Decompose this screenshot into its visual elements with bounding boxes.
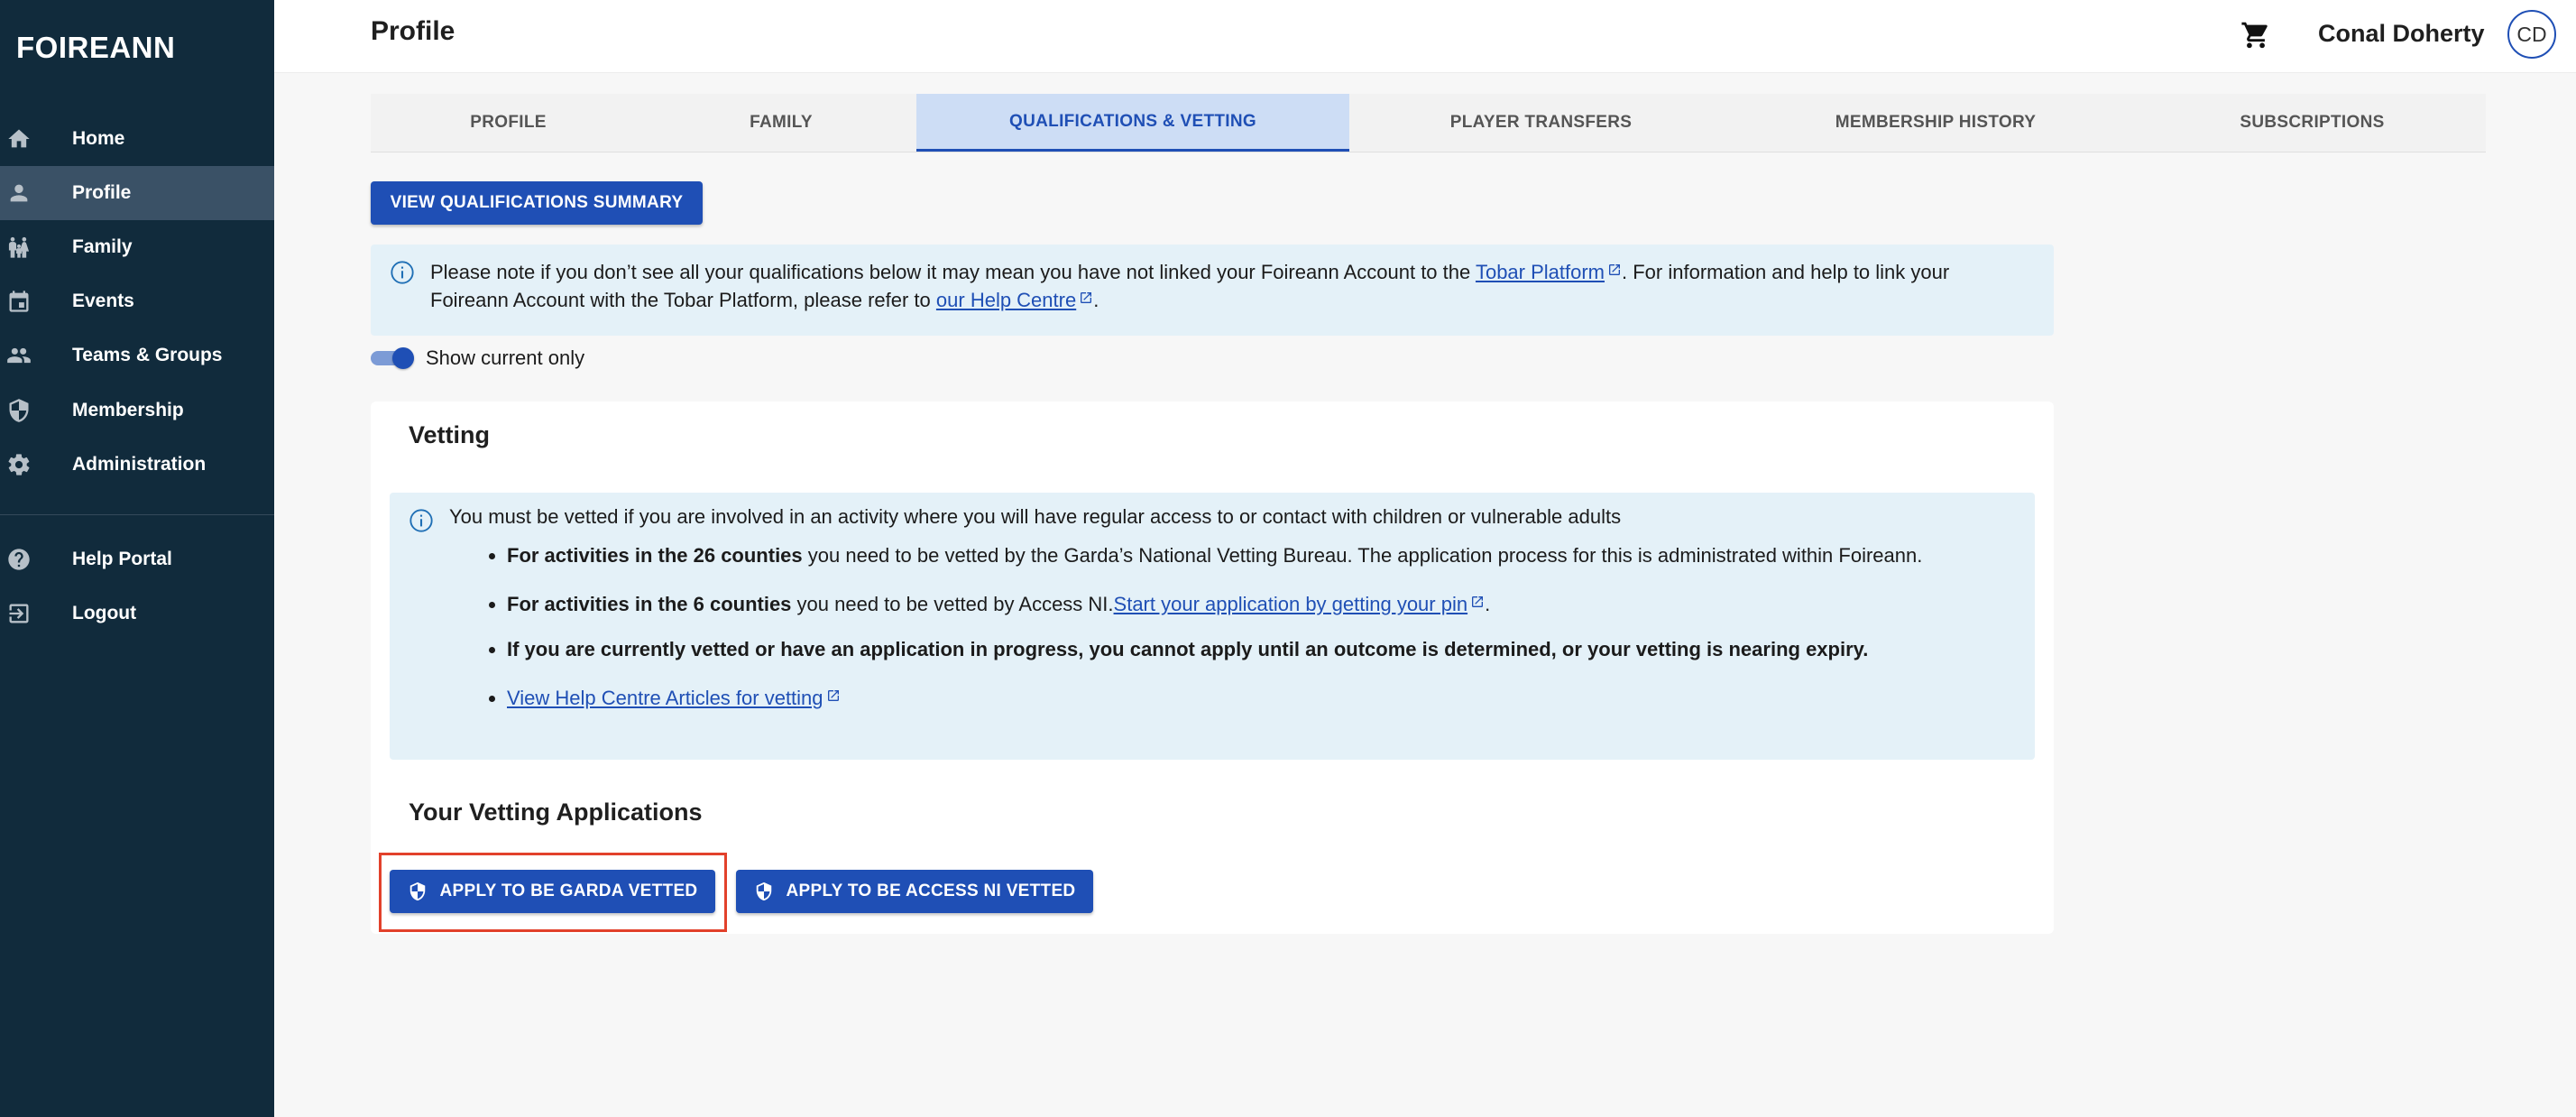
tab-player-transfers[interactable]: PLAYER TRANSFERS bbox=[1449, 113, 1633, 132]
external-link-icon bbox=[1470, 590, 1485, 605]
foireann-logo[interactable]: FOIREANN bbox=[16, 31, 176, 64]
tab-profile[interactable]: PROFILE bbox=[470, 113, 547, 132]
toggle-thumb bbox=[392, 347, 414, 369]
tobar-platform-link[interactable]: Tobar Platform bbox=[1475, 261, 1605, 283]
sidebar-item-family[interactable] bbox=[0, 220, 274, 274]
profile-tabs bbox=[371, 94, 2486, 152]
gear-icon bbox=[5, 451, 32, 478]
shield-icon bbox=[5, 397, 32, 424]
sidebar-item-label: Events bbox=[72, 291, 134, 311]
help-centre-link[interactable]: our Help Centre bbox=[935, 289, 1077, 311]
info-note-text-1: Please note if you don’t see all your qualifications below it may mean you have not linked your Foireann Account to the bbox=[430, 261, 1476, 283]
vetting-applications-title: Your Vetting Applications bbox=[409, 799, 703, 826]
apply-access-ni-vetted-button[interactable] bbox=[736, 870, 1093, 913]
person-icon bbox=[5, 180, 32, 207]
info-note-text-3: . bbox=[1093, 289, 1099, 311]
external-link-icon bbox=[1079, 285, 1093, 300]
calendar-icon bbox=[5, 288, 32, 315]
shield-icon bbox=[754, 882, 774, 901]
bullet-bold: For activities in the 6 counties bbox=[507, 593, 792, 615]
sidebar-item-label: Family bbox=[72, 236, 133, 257]
info-note-text bbox=[430, 257, 2027, 313]
info-icon bbox=[409, 508, 434, 533]
sidebar bbox=[0, 0, 274, 1117]
page-title: Profile bbox=[371, 16, 455, 46]
show-current-only-toggle[interactable] bbox=[371, 347, 418, 369]
shield-icon bbox=[408, 882, 428, 901]
sidebar-item-home[interactable] bbox=[0, 112, 274, 166]
toggle-label: Show current only bbox=[426, 346, 585, 369]
list-item bbox=[507, 590, 1922, 637]
button-label: APPLY TO BE ACCESS NI VETTED bbox=[786, 882, 1076, 900]
view-qualifications-summary-button[interactable]: VIEW QUALIFICATIONS SUMMARY bbox=[371, 181, 703, 225]
sidebar-item-teams-groups[interactable] bbox=[0, 328, 274, 383]
vetting-help-articles-link[interactable]: View Help Centre Articles for vetting bbox=[507, 687, 823, 709]
user-name[interactable]: Conal Doherty bbox=[2318, 20, 2485, 47]
sidebar-item-label: Membership bbox=[72, 400, 184, 420]
sidebar-item-label: Logout bbox=[72, 603, 137, 623]
sidebar-item-help-portal[interactable] bbox=[0, 532, 274, 586]
info-icon bbox=[390, 260, 415, 285]
bullet-bold: If you are currently vetted or have an application in progress, you cannot apply until an outcome is determined, or your vetting is nearing expiry. bbox=[507, 638, 1869, 660]
bullet-text: you need to be vetted by the Garda’s National Vetting Bureau. The application process for this is administrated within Foireann. bbox=[802, 544, 1923, 567]
sidebar-item-logout[interactable] bbox=[0, 586, 274, 641]
access-ni-pin-link[interactable]: Start your application by getting your pin bbox=[1113, 593, 1468, 615]
info-note-text-2: . For information and help to link your Foireann Account with the Tobar Platform, please refer to bbox=[430, 261, 1950, 311]
apply-garda-vetted-button[interactable] bbox=[390, 870, 715, 913]
bullet-text: . bbox=[1485, 593, 1491, 615]
qualifications-info-box bbox=[371, 245, 2054, 336]
button-label: APPLY TO BE GARDA VETTED bbox=[439, 882, 698, 900]
sidebar-item-label: Home bbox=[72, 128, 125, 149]
tab-membership-history[interactable]: MEMBERSHIP HISTORY bbox=[1835, 113, 2037, 132]
tab-family[interactable]: FAMILY bbox=[750, 113, 813, 132]
sidebar-item-profile[interactable] bbox=[0, 166, 274, 220]
sidebar-item-label: Teams & Groups bbox=[72, 345, 223, 365]
vetting-title: Vetting bbox=[409, 421, 491, 448]
bullet-text: you need to be vetted by Access NI. bbox=[791, 593, 1114, 615]
list-item bbox=[507, 637, 1922, 684]
shopping-cart-icon[interactable] bbox=[2240, 20, 2271, 51]
vetting-requirements-list bbox=[447, 543, 1922, 731]
avatar[interactable]: CD bbox=[2507, 10, 2556, 59]
vetting-info-box bbox=[390, 493, 2035, 760]
top-header bbox=[274, 0, 2576, 73]
external-link-icon bbox=[1607, 257, 1622, 272]
sidebar-item-membership[interactable] bbox=[0, 383, 274, 438]
sidebar-divider bbox=[0, 514, 274, 515]
family-icon bbox=[5, 234, 32, 261]
list-item bbox=[507, 543, 1922, 590]
bullet-bold: For activities in the 26 counties bbox=[507, 544, 803, 567]
sidebar-item-label: Help Portal bbox=[72, 549, 172, 569]
external-link-icon bbox=[826, 684, 841, 698]
home-icon bbox=[5, 125, 32, 152]
sidebar-item-administration[interactable] bbox=[0, 438, 274, 492]
group-icon bbox=[5, 342, 32, 369]
tab-subscriptions[interactable]: SUBSCRIPTIONS bbox=[2240, 113, 2385, 132]
sidebar-item-label: Administration bbox=[72, 454, 207, 475]
sidebar-item-label: Profile bbox=[72, 182, 132, 203]
logout-icon bbox=[5, 600, 32, 627]
vetting-intro: You must be vetted if you are involved in an activity where you will have regular access to or contact with children or vulnerable adults bbox=[449, 505, 1622, 528]
list-item bbox=[507, 684, 1922, 731]
help-icon bbox=[5, 546, 32, 573]
sidebar-item-events[interactable] bbox=[0, 274, 274, 328]
tab-qualifications-vetting[interactable]: QUALIFICATIONS & VETTING bbox=[916, 94, 1349, 152]
